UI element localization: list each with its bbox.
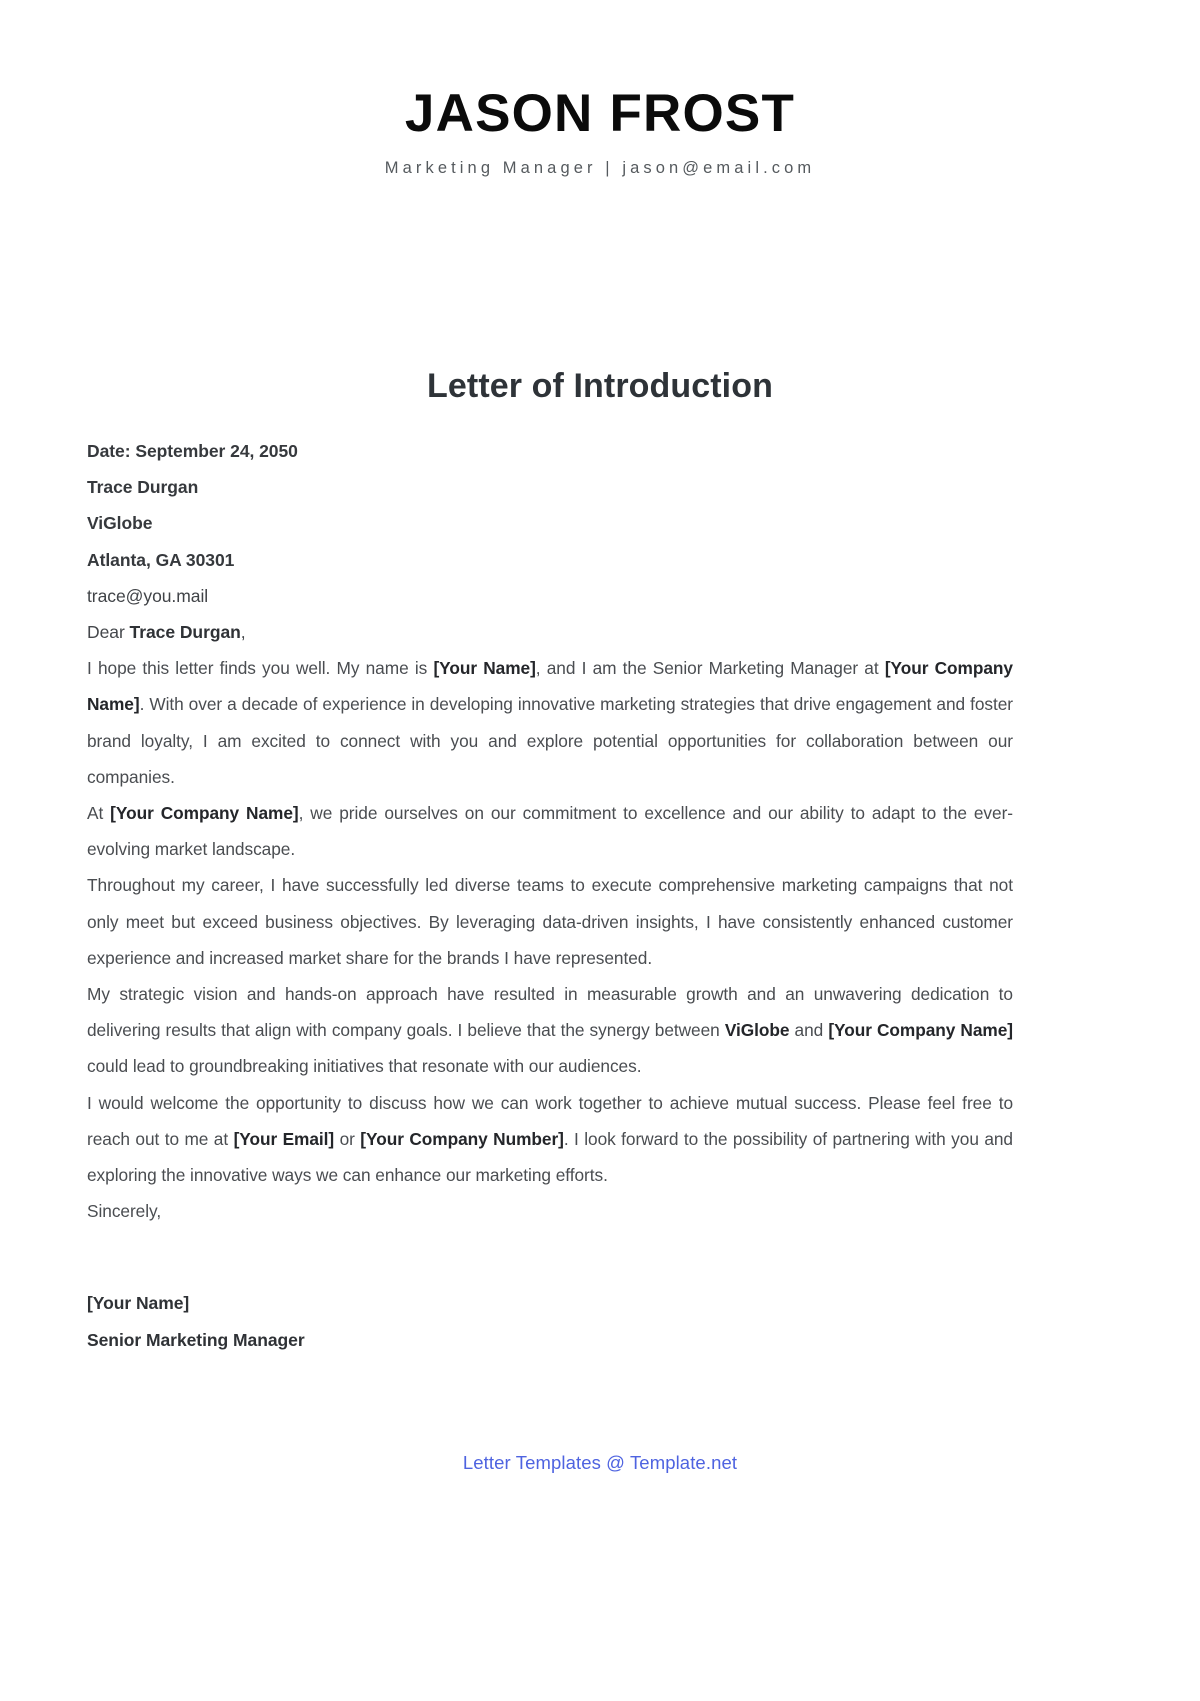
recipient-email: trace@you.mail (87, 585, 209, 606)
body-paragraph-4 (87, 976, 1013, 1085)
letterhead-subtitle: Marketing Manager | jason@email.com (384, 159, 816, 178)
salutation-line (87, 614, 1013, 650)
body-paragraph-3: Throughout my career, I have successfully led diverse teams to execute comprehensive marketing campaigns that not only meet but exceed business objectives. By leveraging data-driven insights, I have consistently enhanced customer experience and increased market share for the brands I have represented. (87, 875, 1013, 968)
body-paragraph-5 (87, 1085, 1013, 1194)
recipient-address: Atlanta, GA 30301 (87, 549, 235, 570)
par5-text-a: I would welcome the opportunity to discuss how we can work together to achieve mutual success. Please feel free to reach out to me at (87, 1092, 1013, 1149)
placeholder-your-company-name: [Your Company Name] (828, 1020, 1014, 1041)
par5-text-c: . I look forward to the possibility of partnering with you and exploring the innovative ways we can enhance our marketing efforts. (87, 1128, 1013, 1186)
recipient-company: ViGlobe (87, 513, 153, 534)
par1-text-c: . With over a decade of experience in developing innovative marketing strategies that drive engagement and foster brand loyalty, I am excited to connect with you and explore potential opportunities for collaboration between our companies. (87, 694, 1013, 787)
par4-text-a: My strategic vision and hands-on approach have resulted in measurable growth and an unwavering dedication to delivering results that align with company goals. I believe that the synergy between (87, 984, 1013, 1041)
salutation-prefix: Dear (87, 622, 130, 643)
par5-text-b: or (334, 1128, 361, 1149)
closing-line: Sincerely, (87, 1201, 162, 1222)
mention-viglobe: ViGlobe (724, 1020, 790, 1041)
signature-title: Senior Marketing Manager (87, 1329, 305, 1350)
page-title: Letter of Introduction (427, 367, 773, 405)
par1-text-a: I hope this letter finds you well. My name is (87, 658, 434, 679)
placeholder-your-email: [Your Email] (233, 1128, 335, 1149)
placeholder-your-company-name: [Your Company Name] (87, 658, 1013, 715)
body-paragraph-2 (87, 795, 1013, 867)
body-paragraph-1 (87, 650, 1013, 795)
par2-text-a: At (87, 803, 111, 824)
signature-name: [Your Name] (87, 1293, 190, 1314)
salutation-suffix: , (240, 622, 246, 643)
letter-body (87, 433, 1013, 1358)
letterhead-name: JASON FROST (404, 84, 796, 143)
par1-text-b: , and I am the Senior Marketing Manager at (535, 658, 885, 679)
letter-date: Date: September 24, 2050 (87, 441, 298, 461)
placeholder-your-name: [Your Name] (433, 658, 536, 679)
par4-text-b: and (789, 1020, 829, 1041)
placeholder-your-company-name: [Your Company Name] (110, 803, 299, 824)
footer-credit[interactable] (0, 1452, 1200, 1474)
salutation-recipient-name: Trace Durgan (129, 622, 241, 643)
recipient-name: Trace Durgan (87, 477, 199, 498)
signature-space (87, 1229, 1013, 1285)
par4-text-c: could lead to groundbreaking initiatives that resonate with our audiences. (87, 1056, 642, 1077)
placeholder-your-company-number: [Your Company Number] (360, 1128, 564, 1149)
par2-text-b: , we pride ourselves on our commitment to excellence and our ability to adapt to the ever-evolving market landscape. (87, 803, 1013, 860)
template-net-link[interactable]: Letter Templates @ Template.net (462, 1452, 738, 1473)
letterhead (0, 86, 1200, 178)
